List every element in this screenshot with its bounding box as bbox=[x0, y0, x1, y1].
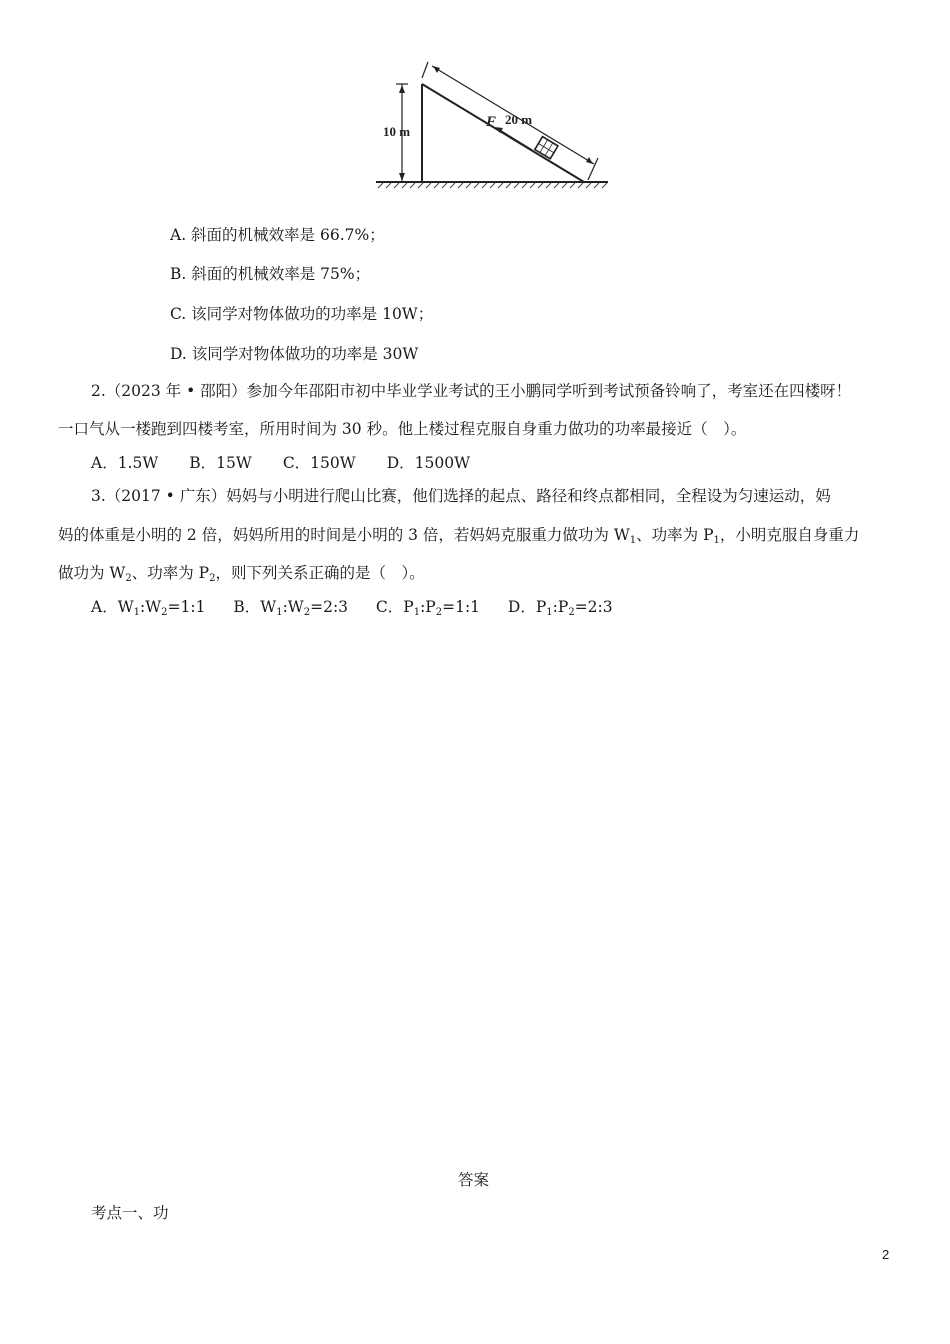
q3-option-a: A．$W_1:W_2=1:1$ bbox=[91, 598, 206, 618]
force-label: F bbox=[486, 114, 497, 130]
q2-text-line-2: 一口气从一楼跑到四楼考室，所用时间为 30 秒。他上楼过程克服自身重力做功的功率最接近（ ）。 bbox=[58, 420, 747, 438]
q1-option-d: D. 该同学对物体做功的功率是 30W bbox=[170, 345, 419, 363]
q3-text-line-1: 3.（2017 • 广东）妈妈与小明进行爬山比赛，他们选择的起点、路径和终点都相同，全程设为匀速运动，妈 bbox=[91, 487, 831, 505]
q2-options: A．1.5W B．15W C．150W D．1500W bbox=[91, 454, 471, 472]
q1-option-c: C. 该同学对物体做功的功率是 10W； bbox=[170, 305, 434, 323]
q1-option-b: B. 斜面的机械效率是 75%； bbox=[170, 265, 371, 283]
slope-label: 20 m bbox=[505, 112, 533, 127]
q3-option-b: B．$W_1:W_2=2:3$ bbox=[233, 598, 349, 618]
inclined-plane-figure bbox=[372, 54, 612, 204]
q1-option-a: A. 斜面的机械效率是 66.7%； bbox=[170, 226, 385, 244]
answer-heading: 答案 bbox=[458, 1171, 490, 1189]
height-label: 10 m bbox=[383, 124, 411, 139]
q3-option-d: D．$P_1:P_2=2:3$ bbox=[507, 598, 613, 618]
section-heading: 考点一、功 bbox=[91, 1204, 169, 1222]
q2-text-line-1: 2.（2023 年 • 邵阳）参加今年邵阳市初中毕业学业考试的王小鹏同学听到考试预备铃响了，考室还在四楼呀！ bbox=[91, 382, 852, 400]
q3-text-line-2: 妈的体重是小明的 2 倍，妈妈所用的时间是小明的 3 倍，若妈妈克服重力做功为 $W_1$、功率为 $P_1$，小明克服自身重力 bbox=[58, 526, 860, 546]
q3-options bbox=[91, 597, 613, 617]
q3-text-line-3: 做功为 $W_2$、功率为 $P_2$，则下列关系正确的是（ ）。 bbox=[58, 564, 425, 584]
page-number: 2 bbox=[882, 1247, 890, 1262]
q3-option-c: C．$P_1:P_2=1:1$ bbox=[375, 598, 481, 618]
